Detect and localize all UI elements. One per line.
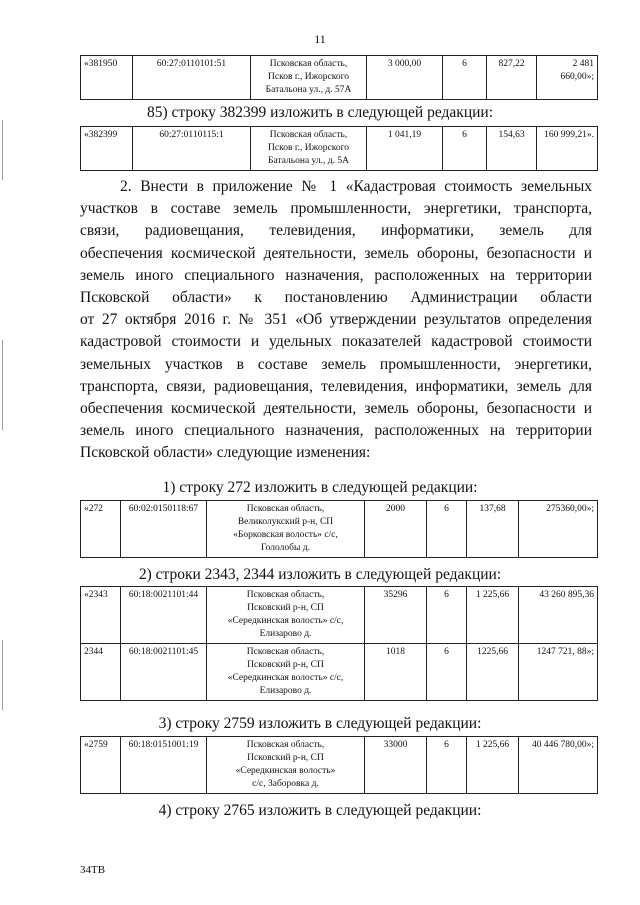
address-line: Елизарово д. (259, 686, 312, 696)
cadastral-number-cell: 60:27:0110101:51 (133, 56, 251, 100)
specific-cost-cell: 154,63 (487, 127, 537, 171)
group-cell: 6 (443, 56, 487, 100)
cadastral-cost-cell: 43 260 895,36 (519, 587, 598, 644)
paragraph-line: обеспечения космической деятельности, земель обороны, безопасности и (80, 400, 592, 418)
address-line: Великолукский р-н, СП (237, 517, 334, 527)
area-cell: 3 000,00 (367, 56, 443, 100)
address-line: Псков г., Ижорского (268, 72, 349, 82)
address-cell (207, 737, 365, 794)
table-row-382399 (80, 126, 598, 171)
table-row (81, 127, 598, 171)
heading-3: 3) строку 2759 изложить в следующей редакции: (158, 715, 482, 732)
paragraph-line: связи, радиовещания, телевидения, информатики, земель для (80, 222, 592, 240)
address-line: Елизарово д. (259, 629, 312, 639)
specific-cost-cell: 1225,66 (467, 644, 519, 701)
address-line: «Середкинская волость» с/с, (227, 616, 344, 626)
table-row (81, 501, 598, 558)
paragraph-line: 2. Внести в приложение № 1 «Кадастровая стоимость земельных (120, 178, 592, 195)
table-row-381950 (80, 55, 598, 100)
row-number-cell: «2759 (81, 737, 121, 794)
address-line: Псковская область, (246, 504, 325, 514)
paragraph-line: Псковской области» следующие изменения: (80, 444, 371, 462)
address-line: Псковская область, (269, 130, 348, 140)
row-number-cell: «381950 (81, 56, 133, 100)
cadastral-number-cell: 60:27:0110115:1 (133, 127, 251, 171)
main-paragraph (80, 176, 592, 465)
table-row (81, 644, 598, 701)
address-line: Батальона ул., д. 5А (268, 156, 349, 166)
scan-margin-line (2, 120, 3, 180)
address-cell (207, 587, 365, 644)
cadastral-number-cell: 60:02:0150118:67 (121, 501, 207, 558)
cadastral-cost-cell: 40 446 780,00»; (519, 737, 598, 794)
address-line: «Середкинская волость» с/с, (227, 673, 344, 683)
address-line: Псковская область, (269, 59, 348, 69)
group-cell: 6 (427, 501, 467, 558)
row-number-cell: «382399 (81, 127, 133, 171)
area-cell: 33000 (365, 737, 427, 794)
address-line: Псковская область, (246, 740, 325, 750)
cadastral-cost-cell: 160 999,21». (537, 127, 598, 171)
scan-margin-line (2, 640, 3, 710)
paragraph-line: транспорта, связи, радиовещания, телевидения, информатики, земель для (80, 377, 592, 395)
address-line: Псковская область, (246, 590, 325, 600)
table-body (81, 501, 598, 558)
paragraph-line: от 27 октября 2016 г. № 351 «Об утверждении результатов определения (80, 311, 592, 329)
heading-4: 4) строку 2765 изложить в следующей редакции: (158, 802, 482, 819)
address-line: «Борковская волость» с/с, (233, 530, 338, 540)
paragraph-line: участков в составе земель промышленности, энергетики, транспорта, (80, 200, 592, 218)
paragraph-line: обеспечения космической деятельности, земель обороны, безопасности и (80, 244, 592, 262)
page-number: 11 (314, 32, 326, 46)
cadastral-number-cell: 60:18:0021101:45 (121, 644, 207, 701)
cadastral-number-cell: 60:18:0151001:19 (121, 737, 207, 794)
address-line: Псковская область, (246, 647, 325, 657)
heading-2: 2) строки 2343, 2344 изложить в следующей редакции: (138, 566, 502, 583)
table-body (81, 56, 598, 100)
address-line: с/с, Заборовка д. (252, 779, 319, 789)
address-line: Псков г., Ижорского (268, 143, 349, 153)
heading-1: 1) строку 272 изложить в следующей редакции: (162, 479, 478, 496)
group-cell: 6 (427, 587, 467, 644)
specific-cost-cell: 137,68 (467, 501, 519, 558)
paragraph-line: Псковской области» к постановлению Администрации области (80, 289, 592, 307)
heading-85: 85) строку 382399 изложить в следующей редакции: (146, 104, 494, 121)
group-cell: 6 (443, 127, 487, 171)
address-line: Псковский р-н, СП (247, 660, 324, 670)
address-line: Псковский р-н, СП (247, 753, 324, 763)
cadastral-cost-cell: 1247 721, 88»; (519, 644, 598, 701)
table-row-2759 (80, 736, 598, 794)
table-row (81, 56, 598, 100)
specific-cost-cell: 827,22 (487, 56, 537, 100)
table-body (81, 587, 598, 701)
paragraph-line: кадастровой стоимости и удельных показателей кадастровой стоимости (80, 333, 592, 351)
table-row-272 (80, 500, 598, 558)
footer-code: 34ТВ (80, 864, 106, 876)
address-cell (207, 644, 365, 701)
paragraph-line: земель иного специального назначения, расположенных на территории (80, 422, 592, 440)
address-cell (207, 501, 365, 558)
row-number-cell: «272 (81, 501, 121, 558)
row-number-cell: 2344 (81, 644, 121, 701)
area-cell: 1 041,19 (367, 127, 443, 171)
cadastral-cost-cell: 275360,00»; (519, 501, 598, 558)
table-body (81, 127, 598, 171)
specific-cost-cell: 1 225,66 (467, 587, 519, 644)
table-body (81, 737, 598, 794)
address-line: «Середкинская волость» (235, 766, 336, 776)
area-cell: 2000 (365, 501, 427, 558)
address-line: Псковский р-н, СП (247, 603, 324, 613)
cadastral-cost-cell: 2 481 660,00»; (537, 56, 598, 100)
address-line: Гололобы д. (261, 543, 310, 553)
paragraph-line: земельных участков в составе земель промышленности, энергетики, (80, 355, 592, 373)
area-cell: 35296 (365, 587, 427, 644)
table-row (81, 587, 598, 644)
group-cell: 6 (427, 737, 467, 794)
address-cell (251, 127, 367, 171)
row-number-cell: «2343 (81, 587, 121, 644)
area-cell: 1018 (365, 644, 427, 701)
cadastral-number-cell: 60:18:0021101:44 (121, 587, 207, 644)
table-rows-2343-2344 (80, 586, 598, 701)
address-cell (251, 56, 367, 100)
group-cell: 6 (427, 644, 467, 701)
paragraph-line: земель иного специального назначения, расположенных на территории (80, 266, 592, 284)
scan-margin-line (2, 340, 3, 430)
table-row (81, 737, 598, 794)
specific-cost-cell: 1 225,66 (467, 737, 519, 794)
address-line: Батальона ул., д. 57А (265, 85, 352, 95)
